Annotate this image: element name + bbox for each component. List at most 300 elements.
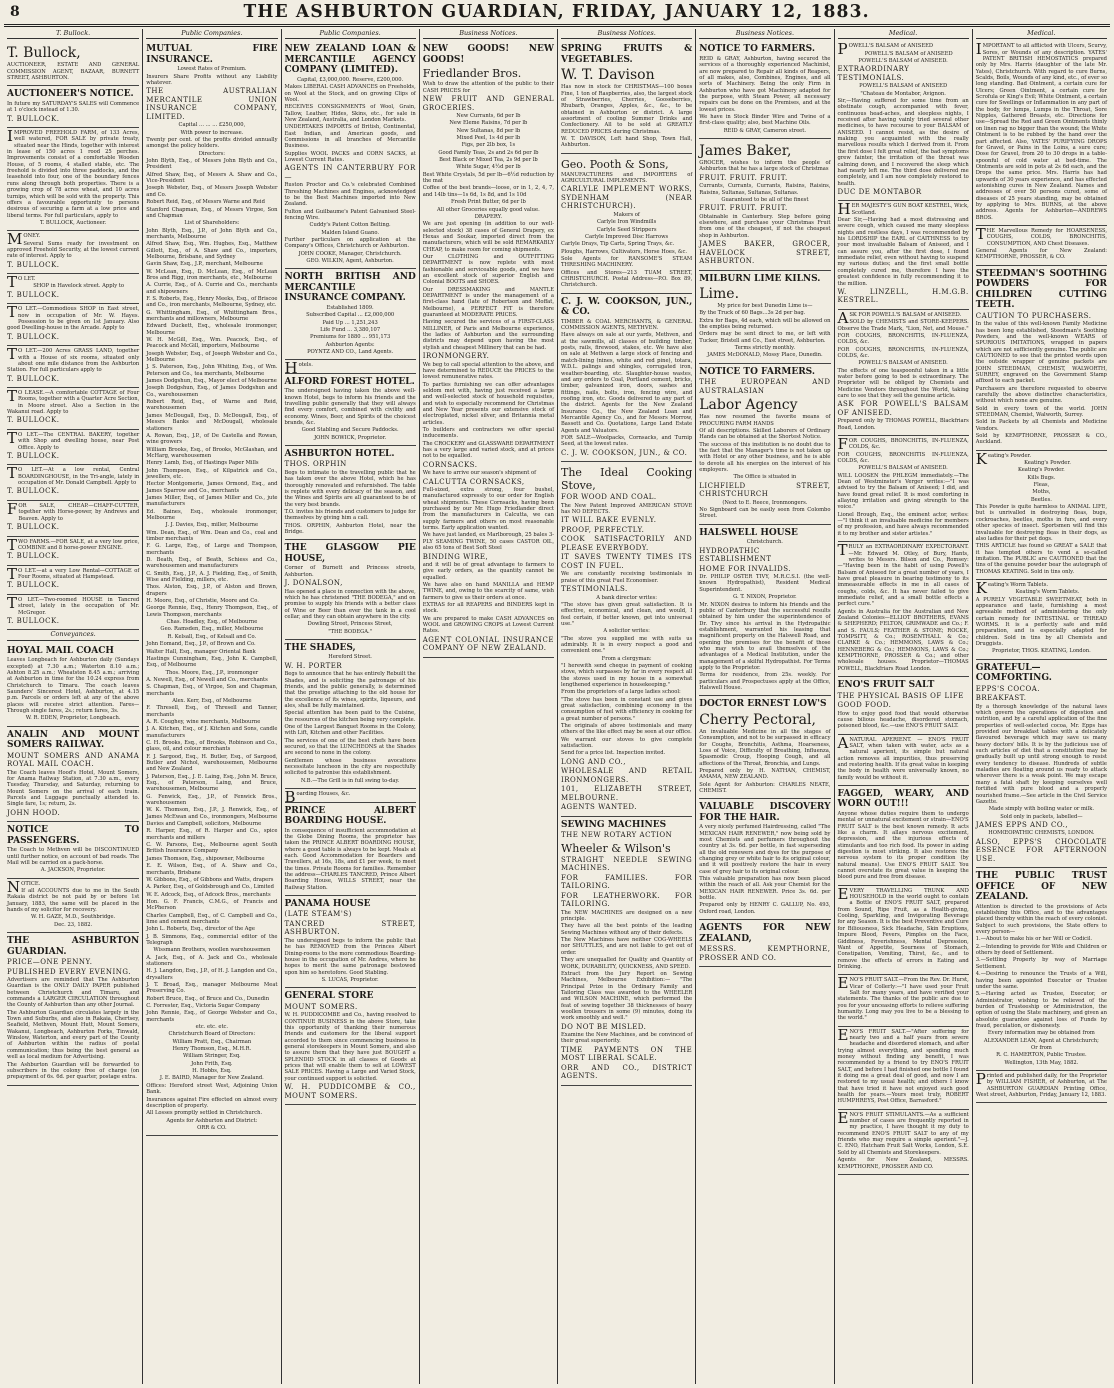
ad-text: James Miller, Esq., of James Miller and Co., jute manufacturers bbox=[146, 494, 278, 508]
advertisement bbox=[976, 266, 1107, 451]
ad-text: James McDougall, Esq., D. McDougall, Esq., of Messrs Banks and McDougall, wholesale stationers bbox=[146, 412, 278, 432]
ad-signature: R. C. HAMERTON, Public Trustee. bbox=[996, 1052, 1087, 1059]
advertisement bbox=[561, 462, 692, 817]
ad-text: John Blyth, Esq., of Messrs John Blyth and Co., President bbox=[146, 158, 278, 171]
ad-signature: G. T. NIXON, Proprietor. bbox=[733, 594, 797, 601]
ad-signature: "Chateau de Montabor, Avignon. bbox=[860, 90, 946, 97]
ad-heading: MESSRS. KEMPTHORNE, PROSSER AND CO. bbox=[699, 945, 831, 962]
ad-signature: Alex. Kerr, Esq., of Melbourne bbox=[172, 697, 252, 704]
ad-heading: EXTRAORDINARY TESTIMONIALS. bbox=[837, 65, 910, 82]
ad-text: MANUFACTURERS and IMPORTERS of AGRICULTURAL IMPLEMENTS. bbox=[561, 171, 693, 185]
advertisement bbox=[561, 154, 692, 294]
ad-text: TWO FARMS.—FOR SALE, at a very low price, COMBINE and 8 horse-power ENGINE. bbox=[7, 535, 140, 554]
ad-text: To builders and contractors we offer special inducements. bbox=[422, 427, 554, 440]
ad-text: Hector Montgomerie, James Ormond, Esq., and James Sparrow and Co., merchants bbox=[146, 481, 278, 494]
advertisement bbox=[146, 41, 277, 1136]
ad-text: TO LET. bbox=[7, 273, 36, 292]
ad-text: A very nicely perfumed Hairdressing, called "The MEXICAN HAIR RENEWER," now being sold by most Chemists and perfumers throughout the country at 3s. 6d. per bottle, in fast superseding all the old renewers and dyes for the purpose of changing grey or white hair to its original colour, and it will positively restore the hair in every case of grey hair to its original colour. bbox=[699, 824, 831, 875]
ad-signature: Chas. Hoadley, Esq., of Melbourne bbox=[166, 619, 258, 626]
ad-text: The New Machines have neither COG-WHEELS nor SHUTTLES, and are not liable to get out of order. bbox=[561, 937, 693, 956]
ad-text: If all ACCOUNTS due to me in the South Rakaia district be not paid by or before 1st January, 1883, the same will be placed in the hands of my solicitor for recovery. bbox=[7, 887, 140, 913]
ad-signature: HOMŒOPATHIC CHEMISTS, LONDON. bbox=[988, 830, 1095, 837]
ad-signature: Carlyle Improved Disc Harrows bbox=[585, 234, 669, 240]
ad-heading: W. H. PORTER bbox=[284, 661, 343, 670]
ad-text: F. Thresell, Esq., of Thresell and Tanner, merchants bbox=[146, 705, 278, 718]
ad-signature: J. J. Davies, Esq., miller, Melbourne bbox=[165, 522, 259, 529]
ad-signature: Made simply with boiling water or milk. bbox=[988, 806, 1094, 813]
ad-display-heading: Labor Agency bbox=[699, 397, 798, 414]
advertisement bbox=[7, 304, 139, 346]
ad-heading: AUCTIONEER'S NOTICE. bbox=[7, 89, 134, 100]
ad-text: George Rennie, Esq., Henry Thompson, Esq., of Lewis Thompson, merchants bbox=[146, 605, 278, 618]
ad-text: John Eomand, Esq., J.P., of Brown and Co. bbox=[146, 641, 256, 648]
ad-text: Has opened a place in connection with the above, which he has christened "THE BODEGA," and on promise to supply his friends with a better class of Wine or Beer than ever the tank in a cool cellar, and they can obtain anywhere in the city. bbox=[284, 588, 416, 620]
ad-text: The effects of one teaspoonful taken in a little water before going to bed is extraordinary. The Proprietor will be obliged by Chemists and Medicine Vendors throughout the World, taking care to see that they sell the genuine article. bbox=[837, 367, 969, 399]
ad-signature: A. JACKSON, Proprietor. bbox=[40, 867, 106, 874]
ad-text: Terms for residence, from 25s. weekly. For particulars and Prospectuses apply at the Office, Halswell House. bbox=[699, 672, 831, 691]
ad-signature: Beetles. bbox=[1030, 496, 1052, 503]
ad-signature: New Currants, 6d per lb bbox=[456, 113, 521, 120]
ad-text: Robert Reid, Esq., of Messrs Warne and Reid bbox=[146, 199, 265, 206]
ad-text: James Dodgshun, Esq., Mayor elect of Melbourne bbox=[146, 378, 277, 385]
ad-text: Begs to intimate to the travelling public that he has taken over the above Hotel, which he has thoroughly renovated and refurnished. The table is replete with every delicacy of the season, and the Wines and Spirits are all guaranteed to be of the very best brands. bbox=[284, 469, 416, 508]
ad-signature: New Sultanas, 8d per lb bbox=[456, 127, 521, 134]
ad-heading: NOTICE TO PASSENGERS. bbox=[7, 825, 140, 846]
ad-text: ENO'S FRUIT STIMULANTS.—As a sufficient number of cases are frequently reported in my practice, I have thought it my duty to recommend ENO'S FRUIT SALT to any of my friends who may require a simple aperient."—J. C. ENO, Hatcham Fruit Salt Works, London, S.E. Sold by all Chemists and Storekeepers. bbox=[837, 1108, 969, 1156]
ad-text: TO LET.—Commodious SHOP in East street, now in occupation of Mr. W. Hayes. Possession to be given on 1st January. Also good Dwelling-house in the Arcade. Apply to bbox=[7, 303, 140, 332]
column-heading: Medical. bbox=[838, 29, 969, 39]
ad-text: FOR COUGHS, BRONCHITIS, IN-FLUENZA, COLDS, &c. bbox=[837, 435, 969, 453]
ad-signature: Carlyle Iron Windmills bbox=[596, 219, 657, 226]
ad-heading: PRINCE ALBERT BOARDING HOUSE. bbox=[284, 805, 416, 826]
ad-heading: THE EUROPEAN AND AUSTRALASIAN bbox=[699, 378, 831, 395]
ad-text: W. Gibbons, Esq., of Gibbons and Watts, drapers bbox=[146, 876, 274, 883]
ad-text: S. Chapman, Esq., of Virgoe, Son and Chapman, merchants bbox=[146, 684, 278, 697]
ad-text: Fulton and Guilbaume's Patent Galvanised Steel-fencing Wire. bbox=[284, 208, 416, 222]
ad-text: W. H. PUDDICOMBE and Co., having resolved to CONTINUE BUSINESS in the above Store, take this opportunity of thanking their numerous friends and customers for the liberal support accorded to them since commencing business in general storekeepers in Mount Somers, and also to assure them that they have just BOUGHT a SPLENDID STOCK in all classes of Goods at prices that will enable them to sell at LOWEST SALE PRICES. Having a Large and Varied Stock, your continued support is solicited. bbox=[284, 1012, 416, 1082]
ad-text: Hastings Cunningham, Esq., John K. Campbell, Esq., of Melbourne bbox=[146, 655, 278, 669]
ad-heading: VALUABLE DISCOVERY FOR THE HAIR. bbox=[699, 802, 831, 823]
ad-signature: A solicitor writes: bbox=[603, 628, 650, 635]
ad-signature: Dowling Street, Princess Street, bbox=[307, 621, 393, 628]
ad-text: ENO'S FRUIT SALT.—From the Rev. Dr. Hurst, Vicar of Collerly:—"I have used your Fruit Salt for many years, and have verified your statements. The thanks of the public are due to you for your unceasing efforts to relieve suffering humanity. Long may you live to be a blessing to the world." bbox=[837, 974, 969, 1022]
ad-signature: John Frith, Esq. bbox=[191, 1060, 233, 1067]
ad-text: Sole Agent for Ashburton: CHARLES NEATE, CHEMIST. bbox=[699, 781, 831, 794]
ad-text: TO LET.—The CENTRAL BAKERY, together with Shop and dwelling house, near Post Office. Apply to bbox=[7, 428, 140, 451]
ad-text: W. K. Thomson, Esq., J.P., J. Renwick, Esq., of James McEwan and Co., ironmongers, Melbourne bbox=[146, 807, 278, 820]
ad-heading: ALSO, EPPS'S CHOCOLATE ESSENCE FOR AFTERNOON USE. bbox=[975, 837, 1107, 863]
ad-display-heading: Wheeler & Wilson's bbox=[561, 841, 671, 855]
ad-signature: List of Shareholders: bbox=[184, 220, 240, 227]
ad-signature: Proprietor, THOS. KEATING, London. bbox=[992, 648, 1091, 655]
ad-display-heading: Friedlander Bros. bbox=[422, 67, 522, 81]
ad-text: Gentlemen whose business avocations necessitate luncheon in the city are respectfully solicited to patronise this establishment. bbox=[284, 757, 416, 777]
ad-text: Wish to draw the attention of the public to their CASH PRICES for bbox=[422, 81, 554, 94]
ad-heading: HOYAL MAIL COACH bbox=[7, 645, 114, 656]
ad-text: From the proprietors of a large ladies school: bbox=[561, 689, 681, 696]
ad-heading: PROOF, PERFECTLY. bbox=[561, 525, 645, 534]
ad-heading: LICHFIELD STREET, CHRISTCHURCH bbox=[699, 481, 831, 499]
ad-heading: CARLYLE IMPLEMENT WORKS, SYDENHAM (NEAR CHRISTCHURCH). bbox=[561, 185, 693, 211]
ad-signature: Carlyle Seed Strippers bbox=[596, 226, 657, 233]
ad-text: Prepared only by THOMAS POWELL, Blackfriars Road, London. bbox=[837, 418, 969, 431]
ad-signature: Subscribed Capital ... £2,000,000 bbox=[306, 312, 395, 319]
ad-text: Send for a price list. Inspection invited. bbox=[561, 750, 666, 757]
ad-text: EXTRAS for all REAPERS and BINDERS kept in stock. bbox=[422, 602, 554, 615]
ad-text: G. Whittingham, Esq., of Whittingham Bros., merchants and millowners, Melbourne bbox=[146, 309, 278, 322]
ad-signature: ORR & CO. bbox=[197, 1124, 227, 1131]
ad-text: Dear Sir,—Having had a most distressing and severe cough, which caused me many sleepless nights and restless days, I was recommended by his LORDSHIP the EARL of CAITHNESS to try your most invaluable Balsam of Aniseed, and I can assure you, after the first dose, I found immediate relief, even without having to suspend my various duties; and the first small bottle completely cured me, therefore I have the greatest confidence in fully recommending it to the million. bbox=[837, 217, 969, 287]
column-3 bbox=[281, 29, 419, 1384]
column-heading: Business Notices. bbox=[423, 29, 554, 39]
ad-signature: Good Stabling and Secure Paddocks. bbox=[301, 427, 399, 434]
advertisement bbox=[285, 374, 416, 446]
ad-text: General Agents for New Zealand: KEMPTHORNE, PROSSER, & CO. bbox=[975, 248, 1107, 261]
ad-text: D. Beath, Esq., of Beath, Schiess and Co., warehousemen and manufacturers bbox=[146, 557, 278, 570]
column-heading: T. Bullock. bbox=[7, 29, 139, 39]
ad-heading: THE SHADES, bbox=[284, 642, 356, 653]
ad-text: W. H. McGill, Esq., Wm. Peacock, Esq., of Peacock and McGill, importers, Melbourne bbox=[146, 337, 278, 350]
ad-text: Robert Bruce, Esq., of Bruce and Co., Dunedin bbox=[146, 995, 270, 1002]
ad-heading: IT WILL BAKE EVENLY. bbox=[561, 516, 657, 525]
ad-heading: TIME PAYMENTS ON THE MOST LIBERAL SCALE. bbox=[561, 1045, 693, 1063]
ad-signature: POWELL'S BALSAM of ANISEED bbox=[859, 83, 948, 90]
ad-heading: MOUNT SOMERS. bbox=[284, 1002, 358, 1011]
ad-heading: GENERAL STORE bbox=[284, 991, 374, 1002]
ad-text: Ploughs, Harrows, Cultivators, Horse Hoes, &c. bbox=[561, 248, 688, 255]
ad-text: Having secured the services of a FIRST-CLASS MILLINER, of Paris and Melbourne experience, the ladies of Ashburton and the surrounding districts may depend upon having the most stylish and cheapest Millinery that can be had. bbox=[422, 319, 554, 351]
ad-signature: Geo. Ramsden, Esq., miller, Melbourne bbox=[160, 626, 264, 633]
ad-text: Lionel Brough, Esq., the eminent actor, writes:—"I think it an invaluable medicine for members of my profession, and have always recommended it to my brother and sister artistes." bbox=[837, 511, 969, 537]
ad-text: POWELL'S BALSAM of ANISEED bbox=[837, 40, 934, 59]
ad-signature: A bank director writes: bbox=[596, 594, 658, 601]
ad-signature: My price for best Dunedin Lime is— bbox=[717, 303, 813, 310]
ad-text: The undersigned having taken the above well-known Hotel, begs to inform his friends and the travelling public generally that they will always find every comfort, combined with civility and economy. Wines, Beer, and Spirits of the choicest brands, &c. bbox=[284, 388, 416, 426]
advertisement bbox=[838, 886, 969, 975]
ad-signature: W. R. EDEN, Proprietor, Longbeach. bbox=[25, 715, 121, 722]
ad-text: THOS. ORPHIN, Ashburton Hotel, near the Bridge. bbox=[284, 522, 416, 536]
ad-heading: ASHBURTON HOTEL. bbox=[284, 448, 395, 459]
advertisement bbox=[285, 640, 416, 789]
ad-signature: REID & GRAY, Cameron street. bbox=[723, 127, 806, 134]
ad-text: Full-sized, extra strong, four bushel, manufactured expressly to our order for English wheat shipments. These Cornsacks, having been purchased by our Mr. Hugo Friedlander direct from the manufacturers in Calcutta, we can supply farmers and others on most reasonable terms. Early application wanted. bbox=[422, 487, 554, 532]
advertisement bbox=[699, 696, 830, 799]
ad-heading: ORR AND CO., DISTRICT AGENTS. bbox=[561, 1063, 693, 1081]
ad-heading: STRAIGHT NEEDLE SEWING MACHINES. bbox=[561, 855, 693, 873]
ad-text: J. S. Paterson, Esq., John Whiting, Esq., of Wm. Peterson and Co., tea merchants, Melbourne bbox=[146, 364, 278, 377]
ad-text: This valuable preparation has now been placed within the reach of all. Ask your Chemist for the MEXICAN HAIR RENEWER. Price 3s. 6d. per bottle. bbox=[699, 876, 831, 902]
ad-text: This Powder is quite harmless to ANIMAL LIFE, but is unrivalled in destroying fleas, bugs, cockroaches, beetles, moths in furs, and every other species of insect. Sportsmen will find this invaluable for destroying fleas in their dogs, as also ladies for their pet dogs. bbox=[975, 504, 1107, 542]
ad-signature: Keating's Worm Tablets. bbox=[1015, 589, 1080, 596]
ad-text: Attention is directed to the provisions of Acts establishing this Office, and to the advantages placed thereby within the reach of every colonist. Subject to such provisions, the State offers to every person— bbox=[975, 903, 1107, 936]
ad-text: Have always on sale at our yards, Methven, and at the sawmills, all classes of building timber, posts, rails, firewood, stakes, etc. We have also on sale at Methven a large stock of fencing and match-lining (nines, white and red pine), totara, W.D.L. palings and shingles, corrugated iron, weather-boarding, etc. Slaughter-house wastes, and any orders to Coal, Portland cement, bricks, timber, galvanized iron, doors, sashes and fittings, nails, bolts, iron, fencing wire, and roofing iron, etc. Goods delivered to any part of the district. Agents for the New Zealand Insurance Co., the New Zealand Loan and Mercantile Agency Co., and for Messrs Morrow, Bassett and Co. Quotations, Large Land Estate Agents and Valuators. bbox=[561, 332, 693, 434]
ad-text: AUCTIONEER, ESTATE AND GENERAL COMMISSION AGENT, BAZAAR, BURNETT STREET, ASHBURTON. bbox=[7, 62, 140, 82]
ad-signature: (Next to E. Reece, Ironmongers. bbox=[722, 499, 808, 506]
ad-text: By a thorough knowledge of the natural laws which govern the operations of digestion and nutrition, and by a careful application of the fine properties of well-selected cocoa, Mr. Epps has provided our breakfast tables with a delicately flavoured beverage which may save us many heavy doctors' bills. It is by the judicious use of such articles of diet that a constitution may be gradually built up until strong enough to resist every tendency to disease. Hundreds of subtle maladies are floating around us ready to attack wherever there is a weak point. We may escape many a fatal shaft by keeping ourselves well fortified with pure blood and a properly nourished frame.—See article in the Civil Service Gazette. bbox=[975, 703, 1107, 805]
advertisement bbox=[699, 920, 830, 967]
ad-text: 2.—Intending to provide for Wife and Children or others by deed of Settlement. bbox=[975, 943, 1107, 957]
ad-text: Wm. Dean, Esq., of Wm. Dean and Co., coal and timber merchants bbox=[146, 529, 278, 542]
ad-text: H. Moore, Esq., of Christie, Moore and Co. bbox=[146, 598, 259, 605]
ad-heading: AGENTS IN CANTERBURY FOR— bbox=[284, 164, 416, 181]
ad-signature: T. BULLOCK, Auctioneer. bbox=[39, 219, 107, 226]
ad-text: ASK FOR POWELL'S BALSAM of ANISEED. bbox=[837, 308, 962, 327]
ad-text: To parties furnishing we can offer advantages seldom met with, having just received a large and well-selected stock of household requisites, and wish to especially recommend for Christmas and New Year presents our extensive stock of electroplated, nickel silver, and Britannia metal articles. bbox=[422, 381, 554, 426]
ad-display-heading: Cherry Pectoral, bbox=[699, 711, 816, 728]
ad-heading: STEEDMAN'S SOOTHING POWDERS FOR CHILDREN CUTTING TEETH. bbox=[975, 268, 1107, 311]
ad-signature: POWELL'S BALSAM of ANISEED bbox=[864, 50, 953, 57]
ad-heading: FOR LEATHERWORK. FOR TAILORING. bbox=[561, 891, 693, 909]
ad-text: ENO'S FRUIT SALT.—"After suffering for nearly two and a half years from severe headache and disordered stomach, and after trying almost everything, and spending much money without finding any benefit, I was recommended by a friend to try ENO'S FRUIT SALT, and before I had finished one bottle I found it doing me a great deal of good, and now I am restored to my usual health; and others I know that have tried it have not enjoyed such good health for years.—Yours most truly, ROBERT HUMPHREYS, Post Office, Barrasford." bbox=[837, 1025, 969, 1105]
ad-text: Insurers Share Profits without any Liability whatever. bbox=[146, 73, 278, 87]
ad-text: and it will be of great advantage to farmers to give early orders, as the quantity cannot be equalled. bbox=[422, 562, 554, 581]
ad-text: C. Forrester, Esq., Victoria Sugar Company bbox=[146, 1003, 260, 1010]
ad-signature: Makers of bbox=[613, 211, 640, 218]
ad-signature: Dec. 23, 1882. bbox=[54, 921, 93, 928]
advertisement bbox=[284, 359, 416, 378]
ad-text: Corner of Burnett and Princess streets, Ashburton. bbox=[284, 565, 416, 578]
advertisement bbox=[7, 643, 139, 727]
ad-text: Stanford Chapman, Esq., of Messrs Virgoe, Son and Chapman bbox=[146, 206, 278, 219]
ad-text: TO LEASE.—A comfortable COTTAGE of Four Rooms, together with a Quarter Acre Section, in Moore street. Also a Section in the Wakanui road. Apply to bbox=[7, 387, 140, 416]
ad-signature: Life Fund ... 3,380,107 bbox=[320, 326, 381, 333]
ad-heading: DO NOT BE MISLED. bbox=[561, 1022, 647, 1031]
ad-signature: With power to increase. bbox=[180, 129, 244, 136]
ad-text: E. E. Wilson, Esq., of A. Shaw and Co., merchants, Brisbane bbox=[146, 863, 278, 876]
ad-text: John L. Roberts, Esq., director of the Age bbox=[146, 926, 255, 933]
ad-signature: Every information may be obtained from bbox=[987, 1030, 1095, 1037]
advertisement bbox=[838, 1110, 969, 1175]
ad-text: WILL LOOSEN the PHLEGM immediately.—The Dean of Westminster's Verger writes:—"I was advised to try the Balsam of Aniseed; I did, and have found great relief. It is most comforting in allaying irritation and giving strength to the voice." bbox=[837, 472, 969, 511]
ad-heading: PRICE—ONE PENNY. bbox=[7, 958, 93, 967]
ad-heading: T. BULLOCK. bbox=[7, 616, 60, 625]
ad-text: A. Currie, Esq., of A. Currie and Co., merchants and shipowners bbox=[146, 282, 278, 295]
ad-heading: JOHN HOOD. bbox=[7, 808, 61, 817]
ad-text: Keating's Powder. bbox=[975, 449, 1032, 468]
ad-text: C. Smith, Esq., J.P., A. J. Fielding, Esq., of Smith, Wise and Fielding, millers, etc. bbox=[146, 570, 278, 584]
ad-text: H. J. Langdon, Esq., J.P., of H. J. Langdon and Co., drysalters bbox=[146, 968, 278, 981]
ad-text: REID & GRAY, Ashburton, having secured the services of a thoroughly experienced Machinist, are now prepared to Repair all kinds of Reapers, of all makes, also, Combines, Engines, and all sorts of Machinery. Being the only Firm in Ashburton who have got Machinery adapted for the purpose, with Steam Power, all necessary repairs can be done on the Premises, and at the lowest prices. bbox=[699, 55, 831, 113]
ad-signature: Fresh Print Butter, 6d per lb bbox=[450, 199, 526, 206]
ad-text: F. J. Sargood, Esq., H. Butler, Esq., of Sargood, Butler and Nichol, warehousemen, Melbourne and New Zealand bbox=[146, 753, 278, 773]
ad-text: Agents for New Zealand, MESSRS. KEMPTHORNE, PROSSER AND CO. bbox=[837, 1157, 969, 1170]
ad-signature: Moths, bbox=[1032, 489, 1051, 496]
ad-text: We beg to call special attention to the above, and have determined to REDUCE the PRICES to the lowest remunerative rates. bbox=[422, 361, 554, 381]
ad-text: A. Newell, Esq., of Newell and Co., merchants bbox=[146, 676, 268, 683]
ad-text: "The stove has been in constant use and gives great satisfaction, combining economy in the consumption of fuel with efficiency in cooking for a great number of persons." bbox=[561, 696, 693, 722]
advertisement bbox=[285, 446, 416, 540]
ad-signature: Sold only in packets, labelled— bbox=[1000, 813, 1083, 820]
ad-heading: LONG AND CO., bbox=[561, 757, 626, 766]
ad-signature: Cuddy's Patent Cotton Belting. bbox=[309, 222, 391, 229]
ad-heading: T. BULLOCK. bbox=[7, 114, 60, 123]
ad-text: NOTICE. bbox=[7, 877, 41, 896]
ad-text: "The stove has given great satisfaction. It is effective, economical, and clean, and would, I feel certain, if better known, get into universal use." bbox=[561, 601, 693, 627]
ad-text: The originals of above testimonials and many others of the like effect may be seen at our office. bbox=[561, 723, 693, 736]
advertisement bbox=[561, 294, 692, 462]
advertisement bbox=[838, 201, 969, 309]
ad-text: James Thomson, Esq., shipowner, Melbourne bbox=[146, 855, 265, 862]
ad-heading: NEW GOODS! NEW GOODS! bbox=[422, 44, 554, 65]
ad-text: THE Marvellous Remedy for HOARSENESS, COUGHS, COLDS, BRONCHITIS, CONSUMPTION, AND Chest Diseases. bbox=[975, 224, 1107, 247]
ad-signature: Capital, £3,000,000. Reserve, £200,000. bbox=[297, 76, 404, 83]
ad-text: UNDERTAKES IMPORTS of British, Continental, East Indian, and American goods, and Commissions in all branches of Mercantile Business. bbox=[284, 124, 416, 150]
advertisement bbox=[976, 41, 1107, 226]
ad-signature: Malden Island Guano. bbox=[321, 229, 380, 236]
ad-heading: THOS. ORPHIN bbox=[284, 460, 347, 469]
ad-text: Supplies WOOL PACKS and CORN SACKS, at Lowest Current Rates. bbox=[284, 150, 416, 163]
ad-text: TO LET.—at a very Low Rental—COTTAGE of Four Rooms, situated at Hampstead. bbox=[7, 564, 140, 583]
ad-signature: Best Black or Mixed Tea, 2s 9d per lb bbox=[439, 157, 538, 164]
ad-text: John Rennie, Esq., of George Webster and Co., merchants bbox=[146, 1010, 278, 1023]
ad-text: Mr. NIXON desires to inform his friends and the public of Canterbury that the successful results obtained by him under the superintendence of Dr. Tivy since his arrival in the Hydropathic establishment, warranted his leasing that magnificent property on the Halswell Road, and opening the premises for the benefit of those who may wish to avail themselves of the advantages of a Medical Institution, under the management of a skilful Hydropathist. For Terms apply to the Proprietor. bbox=[699, 601, 831, 671]
ad-heading: DUC DE MONTABOR bbox=[837, 187, 922, 196]
advertisement bbox=[7, 566, 139, 595]
ad-text: SOLD by CHEMISTS and STORE-KEEPERS. Observe the Trade Mark, "Lion, Net, and Mouse." bbox=[837, 319, 969, 332]
ad-heading: HOME FOR INVALIDS. bbox=[699, 564, 792, 573]
ad-text: Boarding Houses, &c. bbox=[284, 788, 351, 807]
ad-text: Edward Duckett, Esq., wholesale ironmonger, Melbourne bbox=[146, 323, 278, 336]
ad-heading: FRUIT. FRUIT. FRUIT. bbox=[699, 204, 788, 213]
ad-display-heading: Geo. Pooth & Sons, bbox=[561, 157, 669, 171]
ad-signature: Paid Up ... 1,251,243 bbox=[322, 319, 378, 326]
ad-text: Ruston Proctor and Co.'s celebrated Combined Threshing Machines and Engines, acknowledged to be the Best Machines imported into New Zealand. bbox=[284, 182, 416, 208]
ad-heading: EPPS'S COCOA. bbox=[975, 684, 1040, 693]
ad-signature: W. H. GAZE, M.D., Southbridge. bbox=[30, 914, 116, 921]
ad-text: Begs to announce that he has entirely Rebuilt the Shades, and is soliciting the patronage of his friends, and the public generally, is determined that the prestige attaching to the old house for the excellence of its wines, spirits, liqueurs, and ales, shall be fully maintained. bbox=[284, 671, 416, 710]
ad-signature: Hereford Street. bbox=[328, 654, 372, 661]
ad-text: Agents in Australia for the Australian and New Zealand Colonies—ELLIOT BROTHERS, EVANS & SHEPHERD; FELTON, GRIMWADE and Co.; F. and S. FAULS; FEATHER & STONE; ROCKE, TOMPSITT, & Co.; ROSENTHALL & Co.; CLARKE & Co.; HEMMONS, LAWS & Co.; HENNEBERG & Co.; HEMMONS, LAWS & Co.; KEMPTHORNE, PROSSER & Co.; and other wholesale houses. Proprietor—THOMAS POWELL, Blackfriars Road London. bbox=[837, 608, 969, 672]
ad-text: Makes LIBERAL CASH ADVANCES on Freeholds, on Wool at the Stock, and on growing Clips of Wool. bbox=[284, 84, 416, 103]
ad-heading: W. LINZELL, H.M.G.B. KESTREL. bbox=[837, 287, 969, 305]
ad-signature: Mixed Peel, 1s 4d per lb bbox=[456, 135, 521, 142]
ad-signature: Christchurch. bbox=[746, 539, 783, 546]
ad-text: FOR COUGHS, BRONCHITIS, IN-FLUENZA, COLDS, &c. bbox=[837, 332, 969, 346]
ad-signature: SHOP in Havelock street. Apply to bbox=[33, 283, 125, 290]
ad-heading: MILBURN LIME KILNS. bbox=[699, 273, 821, 284]
ad-signature: Capital ... ... ... £250,000, bbox=[178, 122, 246, 129]
ad-signature: Christchurch Board of Directors: bbox=[168, 1031, 256, 1038]
ad-heading: THE NEW ROTARY ACTION bbox=[561, 831, 673, 840]
ad-signature: etc. etc. etc. bbox=[195, 1024, 229, 1031]
ad-text: Robert Reid, Esq., of Warne and Reid, warehousemen bbox=[146, 399, 278, 412]
ad-text: Hotels. bbox=[284, 359, 313, 378]
ad-text: THIS ARTICLE has found so GREAT a SALE that it has tempted others to vend a so-called imitation. The PUBLIC are CAUTIONED that the tins of the genuine powder bear the autograph of THOMAS KEATING. Sold in tins only. bbox=[975, 543, 1107, 575]
ad-text: Leaves Longbeach for Ashburton daily (Sundays excepted) at 7.30 a.m.; Waterton 8.10 a.m.; Ashton 8.25 a.m.; Wheatston 8.45 a.m.; arriving at Ashburton in time for the 10.24 express from Christchurch to Timaru. The coach leaves Saunders' Sincerest Hotel, Ashburton, at 4.15 p.m. Parcels or orders left at any of the above places will receive strict attention. Fares—Through single fares, 2s.; return fares, 3s. bbox=[7, 657, 140, 714]
advertisement bbox=[699, 799, 830, 920]
ad-text: Joseph Webster, Esq., of Messrs Joseph Webster and Co. bbox=[146, 185, 278, 198]
ad-heading: W. H. PUDDICOMBE & CO., MOUNT SOMERS. bbox=[284, 1083, 416, 1100]
ad-text: The services of one of the best chefs have been secured, so that the LUNCHEONS at the Shades are second to none in the colony. bbox=[284, 737, 416, 757]
ad-signature: William Stringer, Esq. bbox=[183, 1053, 241, 1060]
ad-text: A. Jack, Esq., of A. Jack and Co., wholesale stationers bbox=[146, 954, 278, 967]
newspaper-title: THE ASHBURTON GUARDIAN, FRIDAY, JANUARY 12, 1883. bbox=[243, 1, 871, 22]
ad-text: Orders may be sent direct to me, or left with Tucker, Bristell and Co., East street, Ashburton. bbox=[699, 331, 831, 344]
ad-heading: HYDROPATHIC ESTABLISHMENT bbox=[699, 546, 772, 564]
ad-heading: ANALIN AND MOUNT SOMERS RAILWAY. bbox=[7, 729, 140, 751]
column-1 bbox=[4, 29, 142, 1384]
ad-heading: HALSWELL HOUSE bbox=[699, 527, 798, 538]
ad-heading: T. BULLOCK. bbox=[7, 416, 60, 425]
ad-heading: FRUIT. FRUIT. FRUIT. bbox=[699, 173, 788, 182]
ad-heading: SEWING MACHINES bbox=[561, 819, 667, 830]
ad-heading: ENO'S FRUIT SALT bbox=[837, 680, 935, 691]
advertisement bbox=[7, 86, 139, 128]
ad-heading: CALCUTTA CORNSACKS, bbox=[422, 477, 525, 486]
advertisement bbox=[7, 128, 139, 231]
ad-heading: TESTIMONIALS. bbox=[561, 585, 628, 593]
ad-signature: GEO. WILKIN, Agent, Ashburton. bbox=[306, 258, 394, 265]
advertisement bbox=[7, 933, 139, 1086]
ad-text: TO LET.—200 Acres GRASS LAND, together with a House of six rooms, situated only about one mile distance from the Ashburton Station. For full particulars apply to bbox=[7, 345, 140, 374]
ad-heading: T. BULLOCK. bbox=[7, 581, 60, 590]
advertisement bbox=[7, 465, 139, 501]
ad-text: TIMBER & COAL MERCHANTS, & GENERAL COMMISSION AGENTS, METHVEN. bbox=[561, 318, 693, 332]
ad-signature: Established 1809. bbox=[326, 304, 374, 311]
ad-text: Currants, Currants, Currants, Raisins, Raisins, Raisins, Sultanas, Sultanas, Sultanas. bbox=[699, 183, 831, 196]
ad-heading: FOR WOOD AND COAL. bbox=[561, 493, 657, 502]
ad-text: 1.—About to make his or her Will or Codicil. bbox=[975, 936, 1093, 943]
ad-heading: DOCTOR ERNEST LOW'S bbox=[699, 699, 827, 710]
ad-signature: Keating's Powder. bbox=[1024, 460, 1071, 467]
ad-signature: William Pratt, Esq., Chairman bbox=[172, 1038, 252, 1045]
ad-text: FOR SALE—Woolpacks, Cornsacks, and Turnip Seed, at the lowest rates. bbox=[561, 434, 693, 448]
column-2 bbox=[142, 29, 280, 1384]
ad-text: A. R. Coughey, wine merchants, Melbourne bbox=[146, 718, 261, 725]
advertisement bbox=[285, 41, 416, 269]
advertisement bbox=[976, 226, 1107, 266]
ad-text: Charles Campbell, Esq., of C. Campbell and Co., lime and cement merchants bbox=[146, 912, 278, 925]
ad-signature: Wellington, 13th May, 1882. bbox=[1004, 1059, 1079, 1066]
advertisement bbox=[838, 542, 969, 677]
newspaper-columns bbox=[4, 29, 1110, 1384]
advertisement bbox=[976, 868, 1107, 1071]
ad-signature: Guaranteed to be all of the finest bbox=[721, 196, 809, 203]
masthead-rule bbox=[4, 24, 1110, 27]
ad-signature: POWELL'S BALSAM of ANISEED. bbox=[858, 58, 948, 65]
ad-signature: Terms strictly monthly. bbox=[734, 345, 796, 352]
advertisement bbox=[285, 269, 416, 360]
ad-text: In future my SATURDAY'S SALES will Commence at 1 o'clock instead of 1.30. bbox=[7, 100, 140, 114]
ad-signature: JOHN BOWICK, Proprietor. bbox=[314, 434, 387, 441]
ad-signature: The Office is situated in bbox=[733, 474, 797, 481]
ad-text: One of the Largest Banquet Rooms in the Colony, with Lift, Kitchen and other Facilities. bbox=[284, 724, 416, 737]
advertisement bbox=[838, 436, 969, 542]
ad-text: Prepared only by H. NATHAN, CHEMIST, AMAMA, NEW ZEALAND. bbox=[699, 767, 831, 781]
ad-text: J. T. Broad, Esq., manager Melbourne Meat Preserving Co. bbox=[146, 982, 278, 995]
ad-signature: DRAPERY. bbox=[474, 213, 502, 220]
ad-text: TO LET.—At a low rental, Central BOARDINGHOUSE, in the Tri-angle, lately in occupation of Mr. Donald Campbell. Apply to bbox=[7, 464, 140, 487]
ad-text: Hon. G. F. Francis, C.M.G., of Francis and McPherson bbox=[146, 898, 278, 912]
ad-heading: PANAMA HOUSE bbox=[284, 898, 371, 909]
ad-text: Has now resumed the favorite means of PROCURING FARM HANDS bbox=[699, 414, 831, 427]
ad-text: The Ashburton Guardian will be forwarded to subscribers in the colony free of charge (on prepayment of 6s. 6d. per quarter, postage extra. bbox=[7, 1061, 140, 1081]
ad-text: J. A. Kitchen, Esq., of J. Kitchen and Sons, candle manufacturers bbox=[146, 726, 278, 739]
ad-signature: Lowest Rates of Premium. bbox=[177, 66, 247, 73]
ad-heading: IRONMONGERY. bbox=[422, 352, 490, 361]
ad-text: We have just landed, ex Marlborough, 25 bales 3-PLY SEAMING TWINE, 50 cases CASTOR OIL, also 65 tons of Best Soft Steel bbox=[422, 532, 554, 552]
ad-heading: WHOLESALE AND RETAIL IRONMONGERS. bbox=[561, 767, 693, 784]
ad-text: The New Patent Improved AMERICAN STOVE has NO DEFECTS. bbox=[561, 502, 693, 515]
ad-heading: PUBLISHED EVERY EVENING. bbox=[7, 967, 131, 976]
advertisement bbox=[7, 41, 139, 86]
advertisement bbox=[7, 231, 139, 274]
ad-text: John Blyth, Esq., J.P., of John Blyth and Co., merchants, Melbourne bbox=[146, 227, 278, 240]
ad-display-heading: James Baker, bbox=[699, 142, 792, 159]
ad-heading: JAMES BAKER, GROCER, HAVELOCK STREET, ASHBURTON. bbox=[699, 240, 831, 266]
ad-text: Extra for Bags, 4d each, which will be allowed on the empties being returned. bbox=[699, 317, 831, 331]
ad-text: W. E. Adcock, Esq., of Adcock Bros., merchants bbox=[146, 891, 271, 898]
